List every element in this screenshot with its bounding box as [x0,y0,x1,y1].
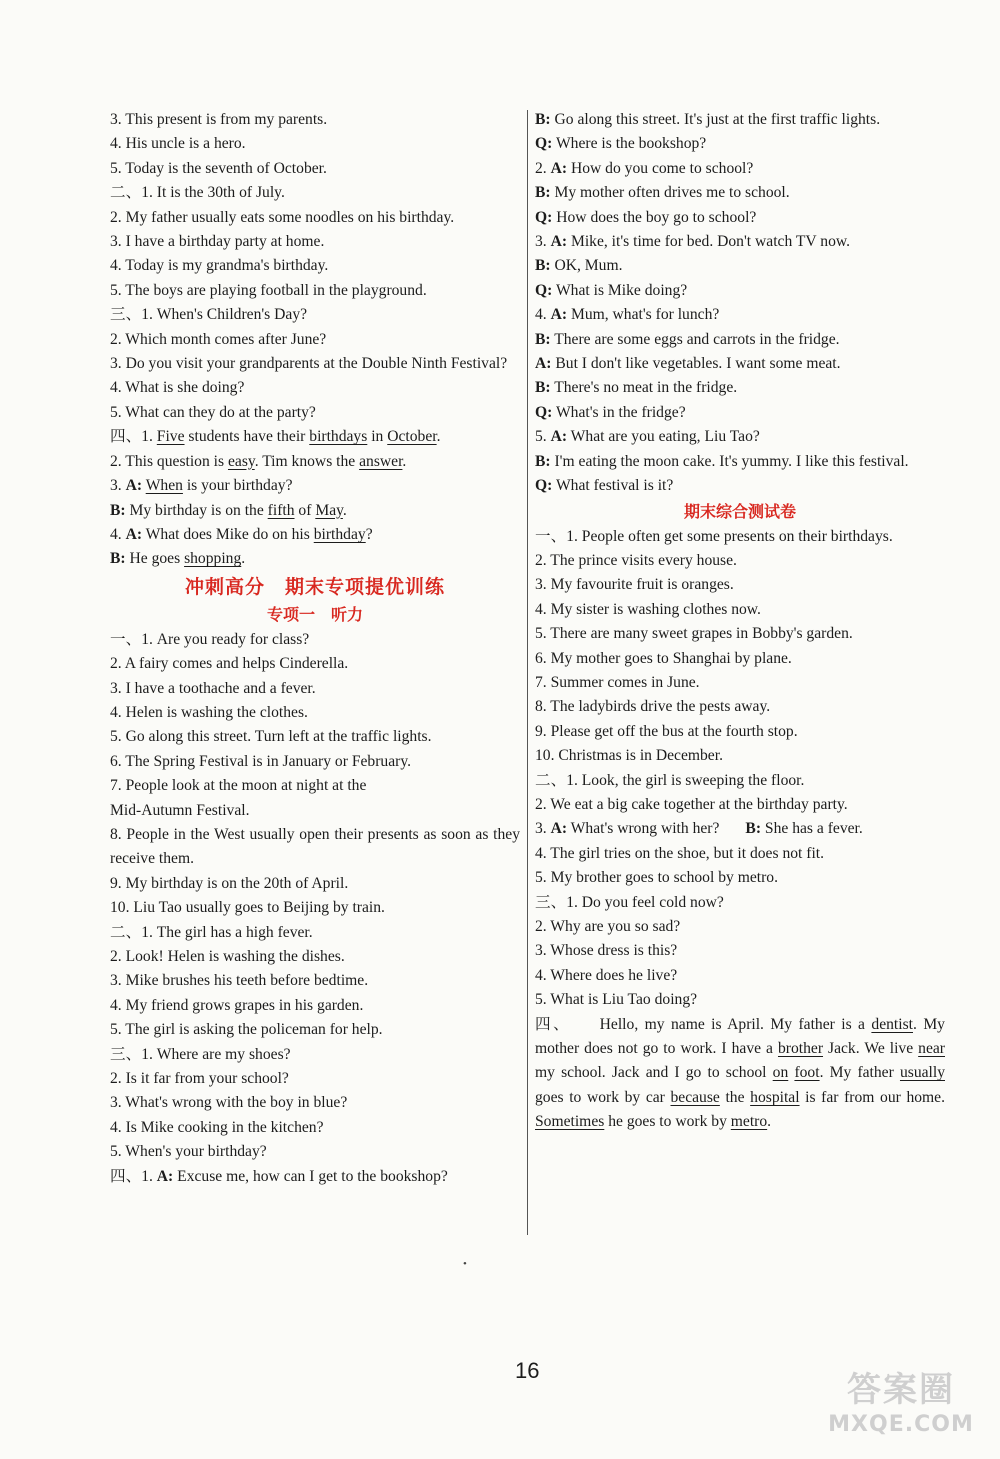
watermark-bottom: MXQE.COM [828,1412,974,1437]
dialog-line: A: But I don't like vegetables. I want some meat. [535,355,841,373]
page-number: 16 [515,1358,540,1383]
answer-line: 9. Please get off the bus at the fourth stop. [535,722,798,740]
answer-line: 3. I have a birthday party at home. [110,233,325,251]
dialog-line: B: OK, Mum. [535,257,623,275]
answer-line: 2. The prince visits every house. [535,551,737,569]
speaker-label: Q: [535,208,553,226]
speaker-label: A: [125,477,143,495]
answer-line: 4. Helen is washing the clothes. [110,703,308,721]
left-column [110,108,520,1189]
dialog-line: B: There's no meat in the fridge. [535,379,738,397]
answer-word: easy [227,452,255,470]
answer-line: 5. The girl is asking the policeman for help. [110,1021,383,1039]
right-column [535,108,945,1135]
answer-line: 一、1. People often get some presents on their birthdays. [535,527,893,545]
speaker-label: B: [745,820,762,838]
speaker-label: B: [535,379,551,397]
speaker-label: A: [156,1167,174,1185]
answer-line: 5. What is Liu Tao doing? [535,991,698,1009]
watermark-logo [816,1369,986,1449]
speaker-label: Q: [535,403,553,421]
speaker-label: B: [110,501,126,519]
dialog-line: 2. A: How do you come to school? [535,159,754,177]
answer-line: 4. My friend grows grapes in his garden. [110,996,364,1014]
dialog-line: 四、1. A: Excuse me, how can I get to the bookshop? [110,1167,448,1185]
answer-word: foot [794,1064,820,1082]
answer-line: 10. Liu Tao usually goes to Beijing by train. [110,899,385,917]
speaker-label: A: [550,233,568,251]
answer-line: 5. When's your birthday? [110,1143,267,1161]
speaker-label: A: [550,820,568,838]
watermark-top: 答案圈 [847,1370,955,1410]
answer-line: 6. The Spring Festival is in January or February. [110,752,412,770]
answer-word: May [315,501,343,519]
speaker-label: A: [535,355,552,373]
answer-word: metro [730,1113,768,1131]
fill-line-3: 3. A: When is your birthday? [110,477,293,495]
left-answer-lines [110,108,520,425]
answer-line: 2. Which month comes after June? [110,330,327,348]
dialog-list [535,108,945,499]
answer-line: 5. There are many sweet grapes in Bobby's garden. [535,625,853,643]
answer-line: 3. My favourite fruit is oranges. [535,576,734,594]
answer-line: 三、1. Where are my shoes? [110,1045,291,1063]
answer-line: 4. Where does he live? [535,966,678,984]
exam-answer-lines [535,525,945,1013]
answer-line: 二、1. It is the 30th of July. [110,184,285,202]
answer-line: Mid-Autumn Festival. [110,801,250,819]
dialog-line: Q: How does the boy go to school? [535,208,757,226]
answer-line: 8. People in the West usually open their presents as soon as they receive them. [110,825,520,868]
answer-line: 二、1. Look, the girl is sweeping the floor. [535,771,805,789]
answer-word: Sometimes [535,1113,605,1131]
dialog-line: Q: Where is the bookshop? [535,135,707,153]
answer-line: 10. Christmas is in December. [535,747,723,765]
answer-line: 4. The girl tries on the shoe, but it does not fit. [535,844,825,862]
speaker-label: B: [535,452,551,470]
fill-line-5: 4. A: What does Mike do on his birthday? [110,525,373,543]
dialog-line: 4. A: Mum, what's for lunch? [535,306,720,324]
answer-line: 8. The ladybirds drive the pests away. [535,698,771,716]
fill-line-1: 四、1. Five students have their birthdays in October. [110,428,441,446]
dialog-line: B: There are some eggs and carrots in the fridge. [535,330,840,348]
answer-line: 3. This present is from my parents. [110,111,328,128]
answer-word: birthday [313,525,366,543]
answer-line: 6. My mother goes to Shanghai by plane. [535,649,792,667]
speaker-label: A: [550,306,568,324]
speaker-label: B: [535,111,551,128]
dialog-line: 5. A: What are you eating, Liu Tao? [535,428,760,446]
exam-heading: 期末综合测试卷 [683,501,796,521]
speaker-label: Q: [535,135,553,153]
dialog-line: Q: What's in the fridge? [535,403,686,421]
answer-word: When [145,477,183,495]
column-divider [527,110,528,1235]
answer-word: shopping [184,550,242,568]
answer-line: 一、1. Are you ready for class? [110,630,310,648]
speaker-label: A: [550,428,568,446]
answer-line: 4. My sister is washing clothes now. [535,600,761,618]
answer-line: 3. What's wrong with the boy in blue? [110,1094,348,1112]
answer-line: 3. Whose dress is this? [535,942,678,960]
answer-line: 二、1. The girl has a high fever. [110,923,313,941]
fill-line-6: B: He goes shopping. [110,550,246,568]
print-mark: • [463,1258,467,1270]
answer-line: 4. His uncle is a hero. [110,135,246,153]
answer-line: 三、1. When's Children's Day? [110,306,308,324]
answer-line: 5. My brother goes to school by metro. [535,869,778,887]
answer-line: 2. Look! Helen is washing the dishes. [110,948,345,965]
speaker-label: Q: [535,477,553,495]
answer-line: 2. Why are you so sad? [535,918,681,935]
answer-line: 5. Go along this street. Turn left at the traffic lights. [110,728,432,746]
dialog-line: Q: What is Mike doing? [535,281,688,299]
dialog-line: B: Go along this street. It's just at the first traffic lights. [535,111,881,128]
answer-word: brother [777,1040,824,1058]
answer-line: 三、1. Do you feel cold now? [535,893,724,911]
answer-word: birthdays [309,428,368,446]
answer-line: 2. We eat a big cake together at the birthday party. [535,795,848,813]
cloze-passage: 四、 Hello, my name is April. My father is a dentist. My mother does not go to work. I have a brother Jack. We live near my school. Jack and I go to school on foot. My father usually goes to work by car because the hospital is far from our home. Sometimes he goes to work by metro. [535,1015,945,1131]
answer-word: near [918,1040,945,1058]
answer-word: because [670,1088,720,1106]
dialog-line: Q: What festival is it? [535,477,674,495]
answer-line: 3. Mike brushes his teeth before bedtime. [110,972,369,990]
answer-word: hospital [750,1088,800,1106]
answer-word: usually [899,1064,945,1082]
speaker-label: B: [110,550,126,568]
section-four-fill-blank [110,425,520,571]
answer-line: 7. Summer comes in June. [535,673,700,691]
speaker-label: A: [125,525,143,543]
answer-line: 4. Today is my grandma's birthday. [110,257,329,275]
answer-word: October [387,428,437,446]
answer-word: Five [156,428,185,446]
answer-word: on [772,1064,789,1082]
dialog-line: 3. A: What's wrong with her? B: She has a fever. [535,820,863,838]
speaker-label: B: [535,257,551,275]
answer-word: dentist [871,1015,913,1033]
answer-line: 4. What is she doing? [110,379,245,397]
answer-word: fifth [267,501,295,519]
fill-line-4: B: My birthday is on the fifth of May. [110,501,347,519]
answer-line: 2. Is it far from your school? [110,1070,289,1088]
section-heading-main: 冲刺高分 期末专项提优训练 [184,575,445,598]
speaker-label: B: [535,330,551,348]
dialog-line: B: I'm eating the moon cake. It's yummy. I like this festival. [535,452,909,470]
answer-line: 5. What can they do at the party? [110,403,316,421]
answer-line: 5. Today is the seventh of October. [110,159,327,177]
answer-word: answer [359,452,403,470]
answer-line: 7. People look at the moon at night at the [110,777,367,795]
answer-line: 2. A fairy comes and helps Cinderella. [110,655,349,673]
speaker-label: Q: [535,281,553,299]
answer-line: 2. My father usually eats some noodles on his birthday. [110,208,455,226]
speaker-label: B: [535,184,551,202]
speaker-label: A: [550,159,568,177]
answer-line: 9. My birthday is on the 20th of April. [110,874,349,892]
answer-line: 4. Is Mike cooking in the kitchen? [110,1118,324,1136]
fill-line-2: 2. This question is easy. Tim knows the answer. [110,452,407,470]
answer-line: 3. Do you visit your grandparents at the Double Ninth Festival? [110,355,508,373]
answer-line: 3. I have a toothache and a fever. [110,679,316,697]
dialog-line: 3. A: Mike, it's time for bed. Don't watch TV now. [535,233,851,251]
answer-line: 5. The boys are playing football in the playground. [110,281,427,299]
listening-answer-lines [110,628,520,1165]
dialog-line: B: My mother often drives me to school. [535,184,790,202]
section-heading-sub: 专项一 听力 [266,604,363,624]
